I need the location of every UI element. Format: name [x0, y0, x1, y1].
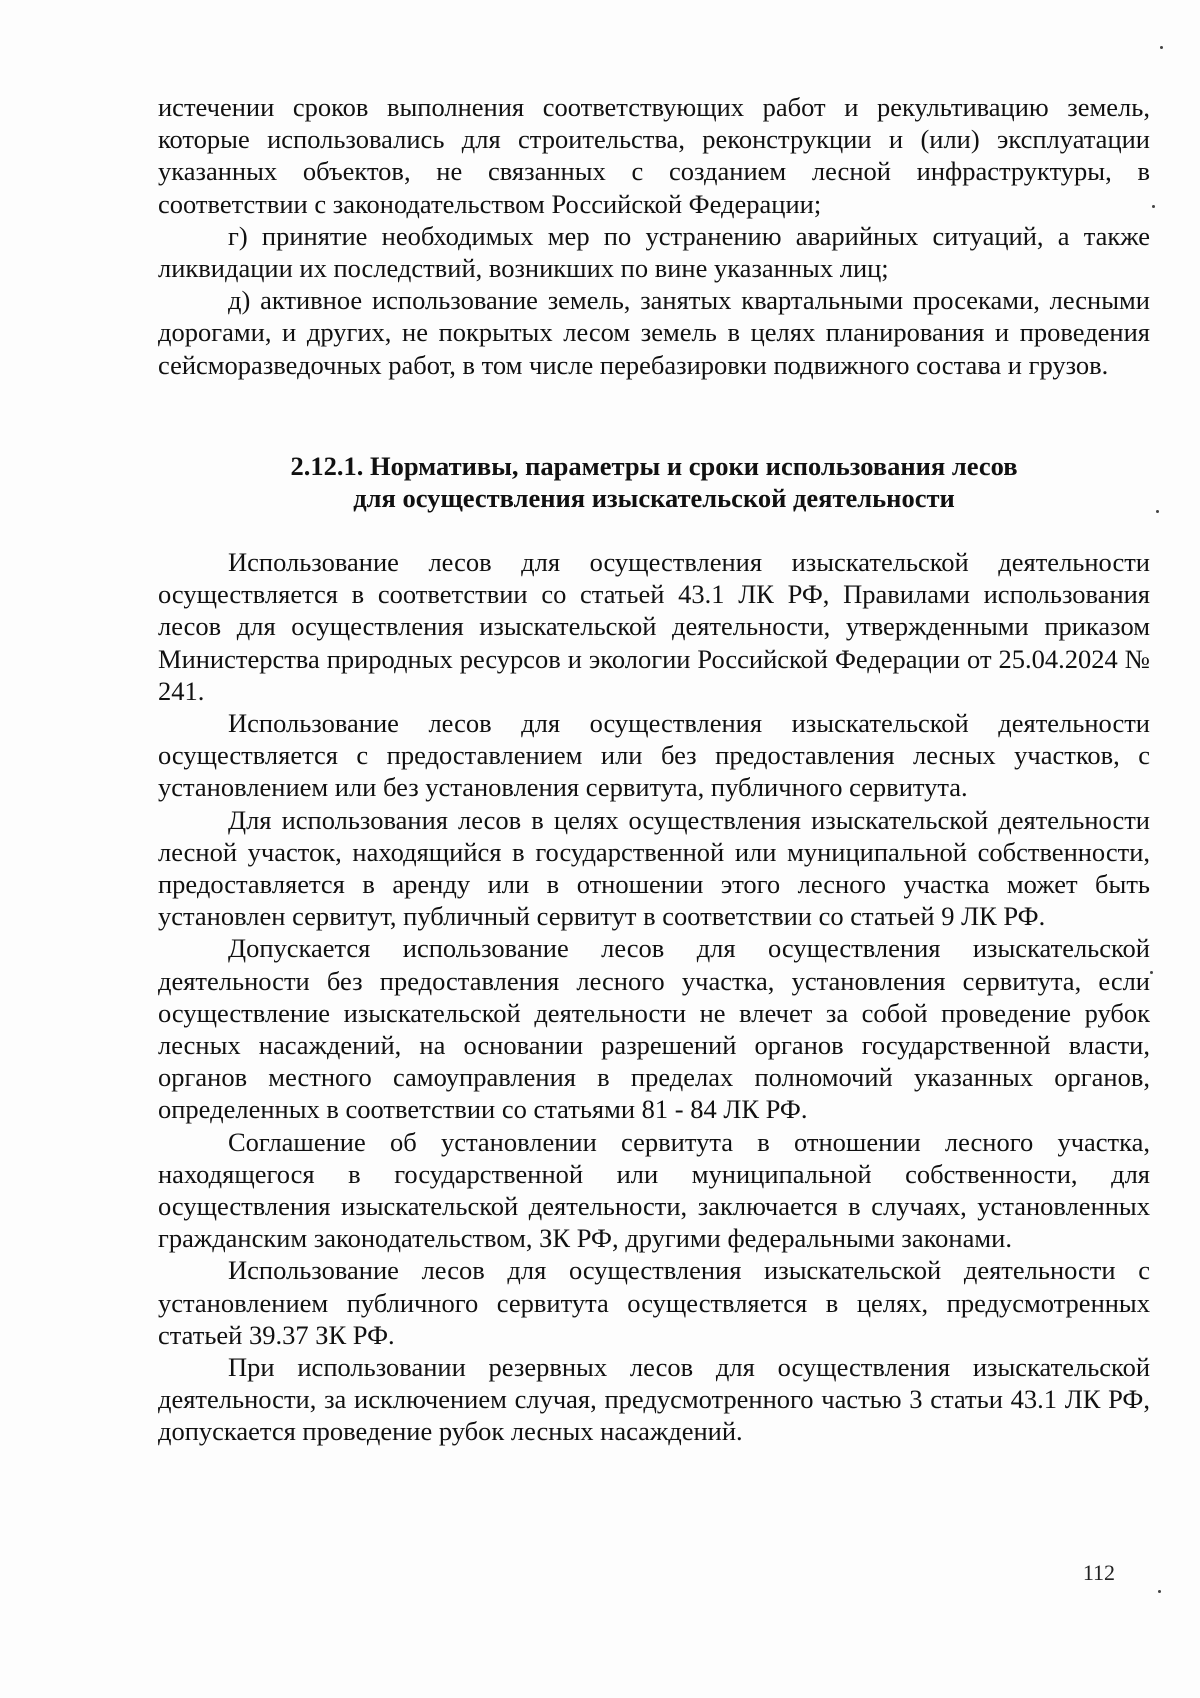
paragraph-7: При использовании резервных лесов для осуществления изыскательской деятельности, за исключением случая, предусмотренного частью 3 статьи 43.1 ЛК РФ, допускается проведение рубок лесных насаждений. [158, 1352, 1150, 1447]
section-heading-line-2: для осуществления изыскательской деятельности [353, 483, 955, 513]
paragraph-3: Для использования лесов в целях осуществления изыскательской деятельности лесной участок, находящийся в государственной или муниципальной собственности, предоставляется в аренду или в отношении этого лесного участка может быть установлен сервитут, публичный сервитут в соответствии со статьей 9 ЛК РФ. [158, 804, 1150, 932]
scan-speck [1160, 46, 1163, 49]
paragraph-item-g: г) принятие необходимых мер по устранению аварийных ситуаций, а также ликвидации их последствий, возникших по вине указанных лиц; [158, 220, 1150, 284]
continuation-text [158, 91, 1150, 381]
paragraph-continuation: истечении сроков выполнения соответствующих работ и рекультивацию земель, которые использовались для строительства, реконструкции и (или) эксплуатации указанных объектов, не связанных с созданием лесной инфраструктуры, в соответствии с законодательством Российской Федерации; [158, 92, 1150, 219]
scan-speck [1150, 971, 1153, 974]
paragraph-2: Использование лесов для осуществления изыскательской деятельности осуществляется с предоставлением или без предоставления лесных участков, с установлением или без установления сервитута, публичного сервитута. [158, 708, 1150, 803]
paragraph-item-d: д) активное использование земель, занятых квартальными просеками, лесными дорогами, и других, не покрытых лесом земель в целях планирования и проведения сейсморазведочных работ, в том числе перебазировки подвижного состава и грузов. [158, 285, 1150, 380]
section-body [158, 546, 1150, 1448]
paragraph-1: Использование лесов для осуществления изыскательской деятельности осуществляется в соответствии со статьей 43.1 ЛК РФ, Правилами использования лесов для осуществления изыскательской деятельности, утвержденными приказом Министерства природных ресурсов и экологии Российской Федерации от 25.04.2024 № 241. [158, 547, 1150, 706]
section-heading [158, 450, 1150, 514]
scan-speck [1152, 205, 1155, 208]
paragraph-4: Допускается использование лесов для осуществления изыскательской деятельности без предоставления лесного участка, установления сервитута, если осуществление изыскательской деятельности не влечет за собой проведение рубок лесных насаждений, на основании разрешений органов государственной власти, органов местного самоуправления в пределах полномочий указанных органов, определенных в соответствии со статьями 81 - 84 ЛК РФ. [158, 933, 1150, 1125]
scan-speck [1158, 1590, 1161, 1593]
page-number: 112 [1082, 1560, 1115, 1585]
paragraph-5: Соглашение об установлении сервитута в отношении лесного участка, находящегося в государственной или муниципальной собственности, для осуществления изыскательской деятельности, заключается в случаях, установленных гражданским законодательством, ЗК РФ, другими федеральными законами. [158, 1126, 1150, 1254]
scan-speck [1156, 510, 1159, 513]
section-heading-line-1: 2.12.1. Нормативы, параметры и сроки использования лесов [290, 451, 1018, 481]
paragraph-6: Использование лесов для осуществления изыскательской деятельности с установлением публичного сервитута осуществляется в целях, предусмотренных статьей 39.37 ЗК РФ. [158, 1255, 1150, 1350]
